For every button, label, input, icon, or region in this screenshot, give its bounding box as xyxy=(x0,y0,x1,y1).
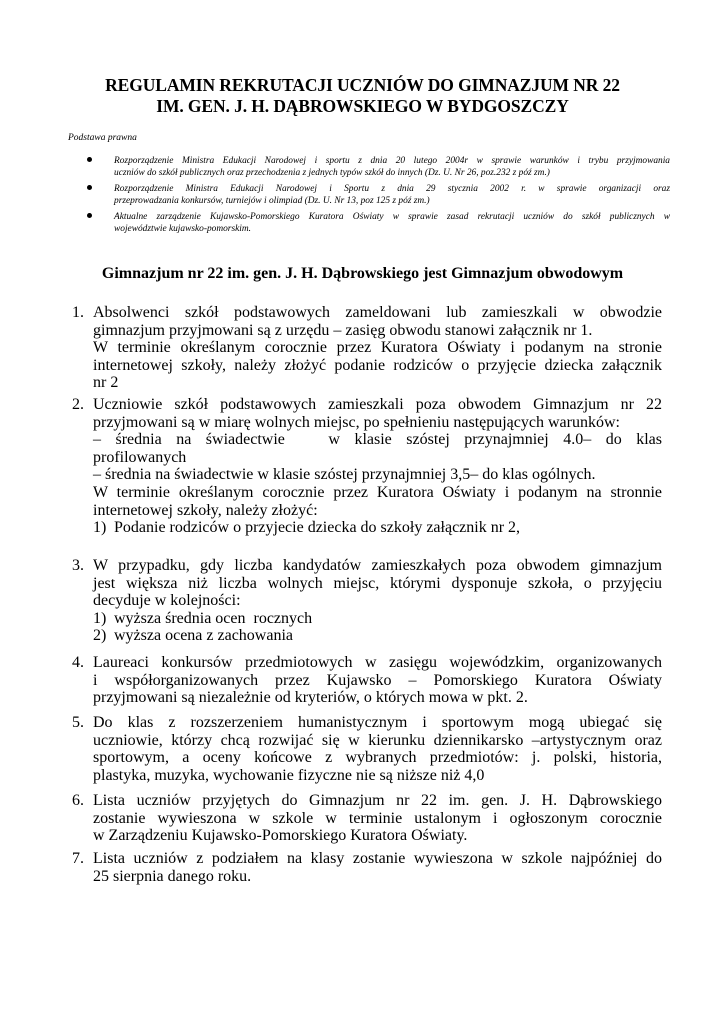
title-line-1: REGULAMIN REKRUTACJI UCZNIÓW DO GIMNAZJUM NR 22 xyxy=(105,75,620,95)
rule-line: zostanie wywieszona w szkole w terminie ustalonym i ogłoszonym corocznie xyxy=(93,809,662,827)
sub-item-text: Podanie rodziców o przyjecie dziecka do szkoły załącznik nr 2, xyxy=(114,519,521,537)
sub-item-text: wyższa ocena z zachowania xyxy=(114,627,293,645)
rule-line: sportowym, a oceny końcowe z wybranych przedmiotów: j. polski, historia, xyxy=(93,749,662,767)
rule-line: Uczniowie szkół podstawowych zamieszkali poza obwodem Gimnazjum nr 22 xyxy=(93,396,662,413)
rule-line: W terminie określanym corocznie przez Kuratora Oświaty i podanym na stronnie xyxy=(93,483,662,501)
rule-line: W terminie określanym corocznie przez Kuratora Oświaty i podanym na stronie xyxy=(93,339,662,357)
legal-basis-label: Podstawa prawna xyxy=(68,133,137,143)
rule-number: 7. xyxy=(72,850,84,867)
sub-item xyxy=(93,627,662,645)
regulation-item xyxy=(90,211,670,235)
regulation-line: Aktualne zarządzenie Kujawsko-Pomorskiego Kuratora Oświaty w sprawie zasad rekrutacji uczniów do szkół publicznych w xyxy=(114,212,670,222)
rule-item xyxy=(72,557,662,645)
rule-line: Laureaci konkursów przedmiotowych w zasięgu wojewódzkim, organizowanych xyxy=(93,654,662,671)
document-title xyxy=(40,75,685,117)
regulation-line: uczniów do szkół publicznych oraz przechodzenia z jednych typów szkół do innych (Dz. U. Nr 26, poz.232 z póź zm.) xyxy=(114,168,550,178)
rule-number: 4. xyxy=(72,654,84,671)
rule-line: przyjmowani są niezależnie od kryteriów, o których mowa w pkt. 2. xyxy=(93,689,528,707)
section-heading: Gimnazjum nr 22 im. gen. J. H. Dąbrowskiego jest Gimnazjum obwodowym xyxy=(101,265,624,282)
rule-line: Lista uczniów z podziałem na klasy zostanie wywieszona w szkole najpóźniej do xyxy=(93,850,662,867)
sub-item-text: wyższa średnia ocen rocznych xyxy=(114,609,313,627)
sub-item-number: 1) xyxy=(93,609,107,627)
rule-line: nr 2 xyxy=(93,374,119,392)
rule-line: Do klas z rozszerzeniem humanistycznym i sportowym mogą ubiegać się xyxy=(93,714,662,731)
title-line-2: IM. GEN. J. H. DĄBROWSKIEGO W BYDGOSZCZY xyxy=(156,96,569,116)
regulation-item xyxy=(90,183,670,207)
rule-line: decyduje w kolejności: xyxy=(93,592,241,610)
regulation-line: Rozporządzenie Ministra Edukacji Narodowej i sportu z dnia 20 lutego 2004r w sprawie warunków i trybu przyjmowania xyxy=(114,156,670,166)
rule-line: plastyka, muzyka, wychowanie fizyczne nie są niższe niż 4,0 xyxy=(93,766,485,784)
regulation-line: województwie kujawsko-pomorskim. xyxy=(114,224,251,234)
rule-line: internetowej szkoły, należy złożyć podanie rodziców o przyjęcie dziecka załącznik xyxy=(93,356,662,374)
rule-item xyxy=(72,396,662,537)
rule-line: 25 sierpnia danego roku. xyxy=(93,867,252,885)
rule-line: W przypadku, gdy liczba kandydatów zamieszkałych poza obwodem gimnazjum xyxy=(93,557,662,574)
rule-line: profilowanych xyxy=(93,448,187,466)
rule-line: Absolwenci szkół podstawowych zameldowani lub zamieszkali w obwodzie xyxy=(93,304,662,321)
regulation-line: przeprowadzania konkursów, turniejów i olimpiad (Dz. U. Nr 13, poz 125 z póź zm.) xyxy=(114,196,430,206)
rule-line: w Zarządzeniu Kujawsko-Pomorskiego Kuratora Oświaty. xyxy=(93,827,468,845)
sub-item-number: 2) xyxy=(93,627,107,645)
rule-number: 6. xyxy=(72,792,84,809)
sub-item-number: 1) xyxy=(93,519,107,537)
rule-line: internetowej szkoły, należy złożyć: xyxy=(93,501,318,519)
rule-item xyxy=(72,792,662,845)
rule-line: – średnia na świadectwie w klasie szóstej przynajmniej 4.0– do klas xyxy=(93,431,662,449)
rule-number: 5. xyxy=(72,714,84,731)
bullet-icon xyxy=(87,157,92,162)
rule-line: – średnia na świadectwie w klasie szóstej przynajmniej 3,5– do klas ogólnych. xyxy=(93,466,596,484)
rule-item xyxy=(72,714,662,784)
bullet-icon xyxy=(87,213,92,218)
sub-item xyxy=(93,519,662,537)
rule-line: Lista uczniów przyjętych do Gimnazjum nr 22 im. gen. J. H. Dąbrowskiego xyxy=(93,792,662,809)
rule-item xyxy=(72,304,662,392)
rule-line: gimnazjum przyjmowani są z urzędu – zasięg obwodu stanowi załącznik nr 1. xyxy=(93,321,593,339)
rule-line: i współorganizowanych przez Kujawsko – Pomorskiego Kuratora Oświaty xyxy=(93,671,662,689)
rule-line: uczniowie, którzy chcą rozwijać się w kierunku dziennikarsko –artystycznym oraz xyxy=(93,731,662,749)
rule-item xyxy=(72,654,662,707)
rule-number: 1. xyxy=(72,304,84,321)
rule-item xyxy=(72,850,662,885)
regulation-item xyxy=(90,155,670,179)
rule-number: 2. xyxy=(72,396,84,413)
rule-number: 3. xyxy=(72,557,84,574)
rule-line: przyjmowani są w miarę wolnych miejsc, po spełnieniu następujących warunków: xyxy=(93,413,620,431)
sub-item xyxy=(93,610,662,628)
rule-line: jest większa niż liczba wolnych miejsc, którymi dysponuje szkoła, o przyjęciu xyxy=(93,574,662,592)
bullet-icon xyxy=(87,185,92,190)
regulation-line: Rozporządzenie Ministra Edukacji Narodowej i Sportu z dnia 29 stycznia 2002 r. w sprawie organizacji oraz xyxy=(114,184,670,194)
